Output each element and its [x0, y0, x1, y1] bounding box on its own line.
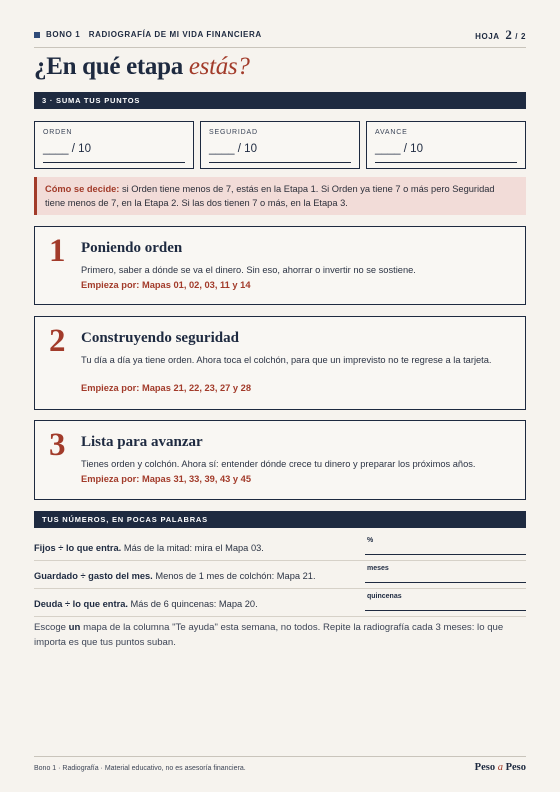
- score-line: [209, 162, 351, 163]
- stage-description: Tienes orden y colchón. Ahora sí: entender dónde crece tu dinero y preparar los próximos años.: [81, 459, 476, 469]
- stage-description: Primero, saber a dónde se va el dinero. Sin eso, ahorrar o invertir no se sostiene.: [81, 265, 416, 275]
- stage-number: 3: [49, 427, 66, 463]
- page-title-accent: estás?: [188, 53, 250, 80]
- stage-description: Tu día a día ya tiene orden. Ahora toca el colchón, para que un imprevisto no te regrese a la tarjeta.: [81, 355, 492, 365]
- numero-text: Más de la mitad: mira el Mapa 03.: [121, 543, 264, 553]
- score-label: ORDEN: [43, 129, 73, 136]
- brand-logo: Peso a Peso: [474, 762, 526, 773]
- square-bullet-icon: [34, 32, 40, 38]
- stage-card-2: [34, 316, 526, 410]
- stage-title: Poniendo orden: [81, 240, 183, 256]
- score-box-avance[interactable]: [366, 121, 526, 169]
- bono-label: BONO 1 RADIOGRAFÍA DE MI VIDA FINANCIERA: [46, 30, 262, 39]
- footer: [34, 756, 526, 773]
- decide-text-2: tiene menos de 7, en la Etapa 2. Si las dos tienen 7 o más, en la Etapa 3.: [45, 198, 348, 208]
- note-emphasis: un: [68, 622, 81, 633]
- numero-unit: quincenas: [367, 593, 402, 600]
- footer-disclaimer: Bono 1 · Radiografía · Material educativo, no es asesoría financiera.: [34, 765, 246, 772]
- decide-key: Cómo se decide:: [45, 184, 120, 194]
- numero-row-fijos: [34, 533, 526, 561]
- top-bar: [34, 27, 526, 48]
- decide-text-1: si Orden tiene menos de 7, estás en la Etapa 1. Si Orden ya tiene 7 o más pero Seguridad: [119, 184, 495, 194]
- numero-text: Más de 6 quincenas: Mapa 20.: [127, 599, 258, 609]
- stage-number: 1: [49, 233, 66, 269]
- stage-start: Empieza por: Mapas 01, 02, 03, 11 y 14: [81, 280, 251, 290]
- score-value: ____ / 10: [209, 143, 257, 155]
- score-label: AVANCE: [375, 129, 408, 136]
- stage-number: 2: [49, 323, 66, 359]
- page-total: / 2: [515, 32, 526, 41]
- page-title: ¿En qué etapa estás?: [34, 53, 250, 80]
- numero-answer-field[interactable]: [365, 533, 526, 555]
- stage-card-3: [34, 420, 526, 500]
- numero-answer-field[interactable]: [365, 561, 526, 583]
- page-current: 2: [505, 27, 513, 42]
- numeros-band: TUS NÚMEROS, EN POCAS PALABRAS: [34, 511, 526, 528]
- page-indicator: HOJA 2 / 2: [475, 27, 526, 42]
- numero-unit: meses: [367, 565, 389, 572]
- score-box-seguridad[interactable]: [200, 121, 360, 169]
- numero-bold: Guardado ÷ gasto del mes.: [34, 571, 153, 581]
- score-value: ____ / 10: [375, 143, 423, 155]
- stage-title: Construyendo seguridad: [81, 330, 239, 346]
- stage-card-1: [34, 226, 526, 305]
- score-line: [375, 162, 517, 163]
- numero-bold: Deuda ÷ lo que entra.: [34, 599, 128, 609]
- score-line: [43, 162, 185, 163]
- stage-title: Lista para avanzar: [81, 434, 203, 450]
- score-label: SEGURIDAD: [209, 129, 258, 136]
- numero-unit: %: [367, 537, 374, 544]
- stage-start: Empieza por: Mapas 21, 22, 23, 27 y 28: [81, 383, 252, 393]
- suma-band: 3 · SUMA TUS PUNTOS: [34, 92, 526, 109]
- numero-text: Menos de 1 mes de colchón: Mapa 21.: [152, 571, 316, 581]
- section-label: RADIOGRAFÍA DE MI VIDA FINANCIERA: [88, 30, 262, 39]
- numero-row-deuda: [34, 589, 526, 617]
- numero-answer-field[interactable]: [365, 589, 526, 611]
- closing-note: Escoge un mapa de la columna "Te ayuda" esta semana, no todos. Repite la radiografía cada 3 meses: lo que importa es que tus puntos suban.: [34, 622, 504, 648]
- stage-start: Empieza por: Mapas 31, 33, 39, 43 y 45: [81, 474, 252, 484]
- numero-bold: Fijos ÷ lo que entra.: [34, 543, 122, 553]
- decide-callout: [34, 177, 526, 215]
- numero-row-guardado: [34, 561, 526, 589]
- score-box-orden[interactable]: [34, 121, 194, 169]
- score-value: ____ / 10: [43, 143, 91, 155]
